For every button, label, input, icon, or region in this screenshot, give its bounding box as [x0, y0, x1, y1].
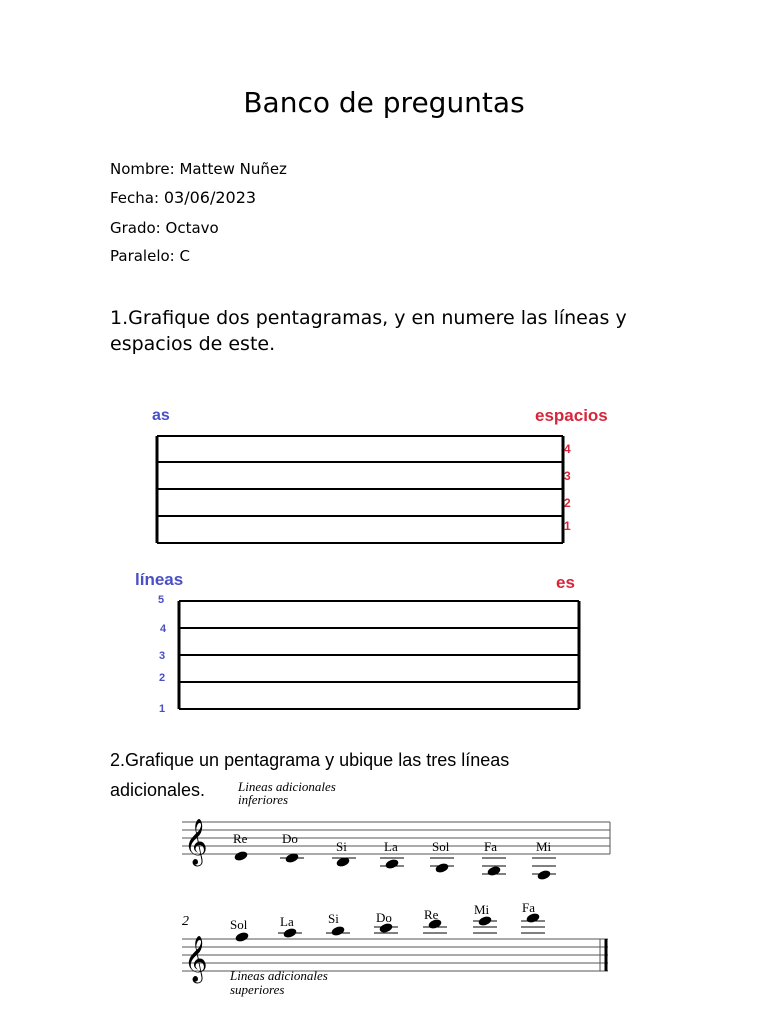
staff-a-note-labels: [233, 831, 552, 854]
ledger-lines-figure: [170, 775, 620, 1005]
info-nombre: [110, 160, 287, 178]
grado-label: Grado:: [110, 219, 161, 237]
staff1-space-2: 2: [564, 496, 571, 510]
note-label-re-up: Re: [424, 907, 439, 922]
info-paralelo: [110, 247, 190, 265]
staff2-line-number-5: 5: [158, 594, 165, 606]
note-label-la: La: [384, 839, 398, 854]
bottom-caption-line-1: Lineas adicionales: [230, 968, 328, 983]
note-label-fa-up: Fa: [522, 900, 535, 915]
question-1: 1.Grafique dos pentagramas, y en numere las líneas y espacios de este.: [110, 307, 627, 355]
staff-spaces-image: [150, 398, 620, 558]
note-label-sol-up: Sol: [230, 917, 248, 932]
staff2-right-label: es: [556, 573, 575, 592]
note-label-mi: Mi: [536, 839, 552, 854]
info-grado: [110, 219, 219, 237]
staff2-line-number-4: 4: [160, 623, 167, 635]
nombre-value: Mattew Nuñez: [179, 160, 287, 178]
note-label-si-up: Si: [328, 911, 339, 926]
treble-clef-icon-b: 𝄞: [184, 936, 208, 982]
staff-b-lines: [182, 939, 608, 971]
staff1-left-label: as: [152, 407, 170, 424]
question-2-line-2: adicionales.: [110, 780, 206, 800]
figure-number: 2: [182, 914, 189, 929]
nombre-label: Nombre:: [110, 160, 175, 178]
staff1-right-label: espacios: [535, 406, 608, 425]
top-caption-line-2: inferiores: [238, 792, 289, 807]
bottom-caption-line-2: superiores: [230, 982, 285, 997]
note-label-sol: Sol: [432, 839, 450, 854]
note-label-si: Si: [336, 839, 347, 854]
paralelo-value: C: [179, 247, 190, 265]
staff2-line-number-3: 3: [159, 650, 166, 662]
staff2-line-number-1: 1: [159, 703, 166, 715]
top-caption-line-1: Lineas adicionales: [238, 779, 336, 794]
staff1-space-4: 4: [564, 442, 571, 456]
note-label-mi-up: Mi: [474, 902, 490, 917]
paralelo-label: Paralelo:: [110, 247, 175, 265]
grado-value: Octavo: [165, 219, 219, 237]
fecha-value: 03/06/2023: [163, 188, 257, 207]
staff1-space-1: 1: [564, 519, 571, 533]
note-label-do: Do: [282, 831, 298, 846]
staff2-line-number-2: 2: [159, 672, 166, 684]
staff-lines-image: [134, 565, 584, 720]
note-label-fa: Fa: [484, 839, 497, 854]
staff2-left-label: líneas: [135, 570, 184, 589]
treble-clef-icon-a: 𝄞: [184, 819, 208, 865]
note-label-re: Re: [233, 831, 248, 846]
page-title: Banco de preguntas: [243, 86, 525, 119]
staff1-space-3: 3: [564, 469, 571, 483]
fecha-label: Fecha:: [110, 189, 160, 207]
staff-a-notes: [234, 851, 556, 881]
note-label-la-up: La: [280, 914, 294, 929]
info-fecha: [110, 188, 256, 207]
question-2-line-1: 2.Grafique un pentagrama y ubique las tres líneas: [110, 750, 510, 770]
note-label-do-up: Do: [376, 910, 392, 925]
